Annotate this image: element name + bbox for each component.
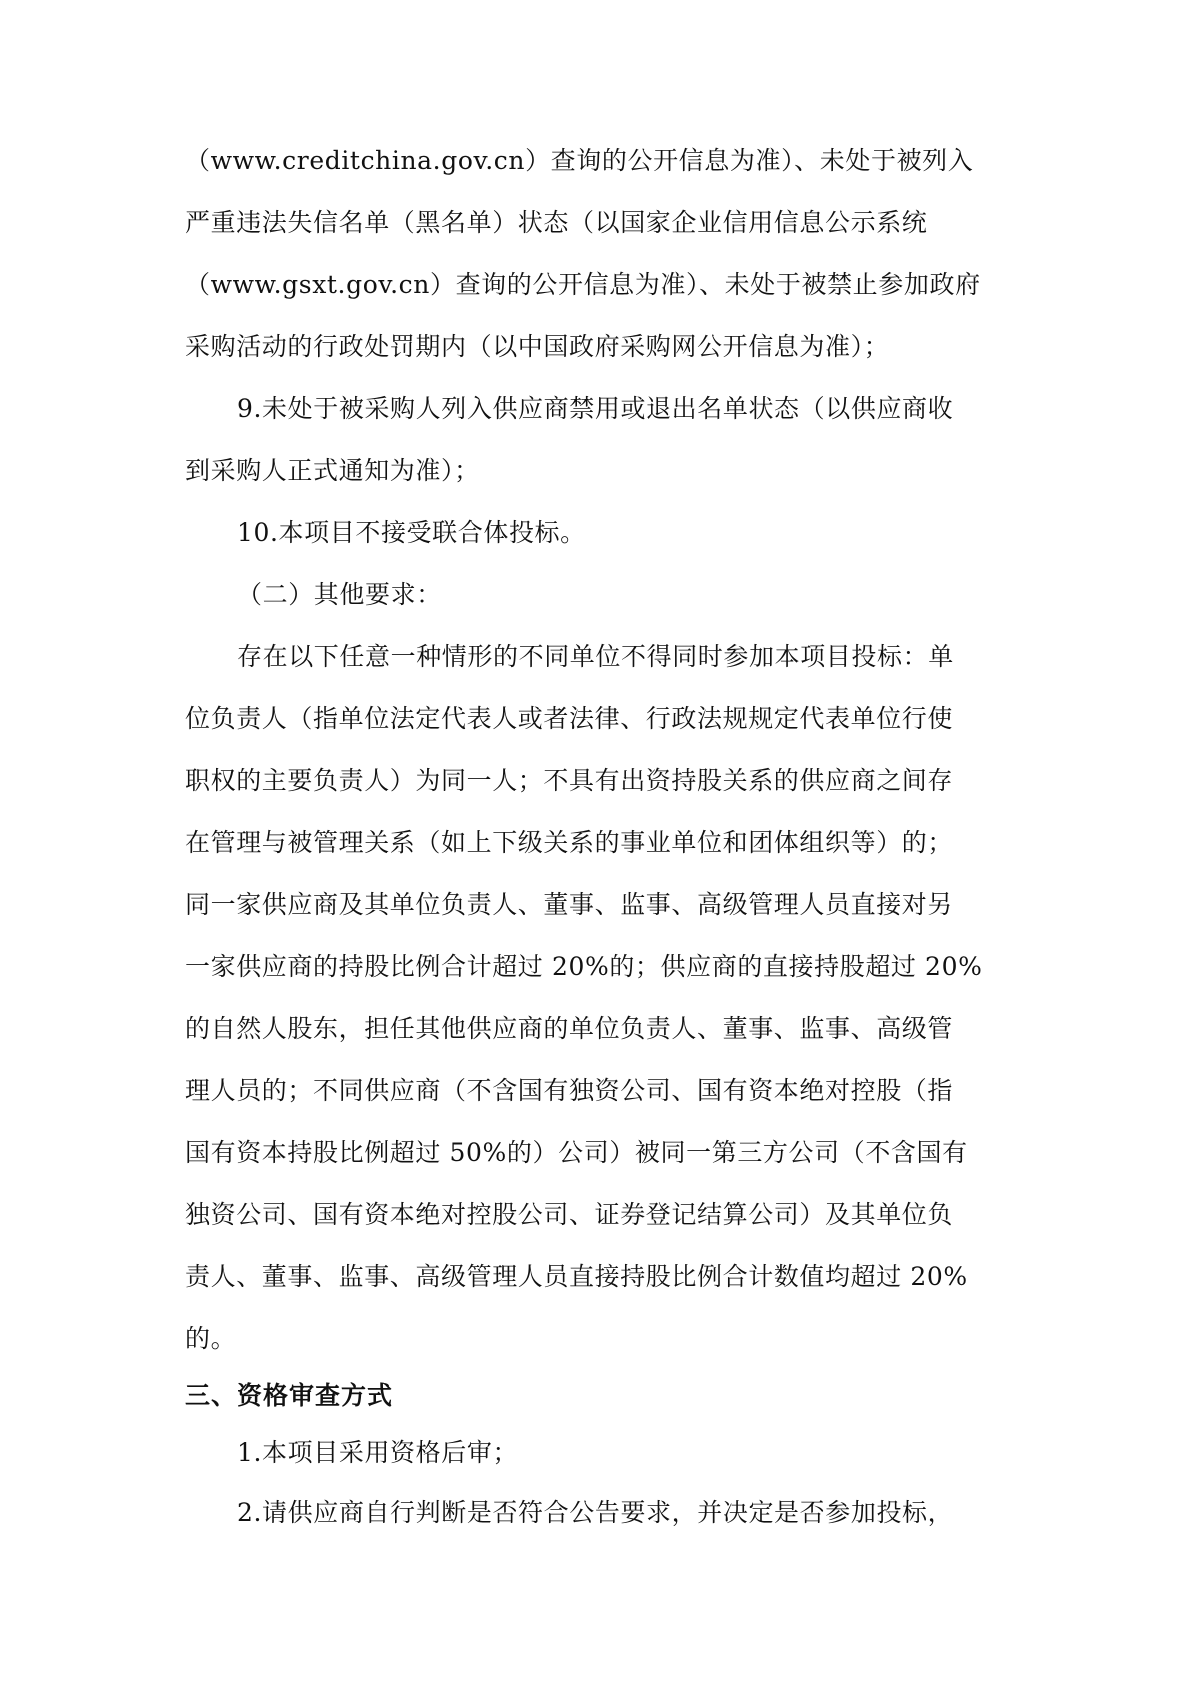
text-line: 位负责人（指单位法定代表人或者法律、行政法规规定代表单位行使 — [185, 704, 954, 733]
text-line: （www.creditchina.gov.cn）查询的公开信息为准）、未处于被列入 — [185, 146, 974, 175]
text-line: 9.未处于被采购人列入供应商禁用或退出名单状态（以供应商收 — [237, 394, 954, 423]
text-line: 严重违法失信名单（黑名单）状态（以国家企业信用信息公示系统 — [185, 208, 928, 237]
text-line: 独资公司、国有资本绝对控股公司、证券登记结算公司）及其单位负 — [185, 1200, 954, 1229]
text-line: 的。 — [185, 1324, 237, 1353]
text-line: （www.gsxt.gov.cn）查询的公开信息为准）、未处于被禁止参加政府 — [185, 270, 981, 299]
text-line: 同一家供应商及其单位负责人、董事、监事、高级管理人员直接对另 — [185, 890, 954, 919]
text-line: 2.请供应商自行判断是否符合公告要求，并决定是否参加投标， — [237, 1498, 954, 1527]
section-heading: 三、资格审查方式 — [185, 1381, 394, 1410]
text-line: 存在以下任意一种情形的不同单位不得同时参加本项目投标：单 — [237, 642, 954, 671]
text-line: 国有资本持股比例超过 50%的）公司）被同一第三方公司（不含国有 — [185, 1138, 968, 1167]
text-line: 采购活动的行政处罚期内（以中国政府采购网公开信息为准）； — [185, 332, 890, 361]
text-line: 到采购人正式通知为准）； — [185, 456, 480, 485]
text-line: 10.本项目不接受联合体投标。 — [237, 518, 586, 547]
text-line: 1.本项目采用资格后审； — [237, 1438, 519, 1467]
text-line: 一家供应商的持股比例合计超过 20%的；供应商的直接持股超过 20% — [185, 952, 983, 981]
text-line: 责人、董事、监事、高级管理人员直接持股比例合计数值均超过 20% — [185, 1262, 968, 1291]
text-line: 的自然人股东，担任其他供应商的单位负责人、董事、监事、高级管 — [185, 1014, 954, 1043]
text-line: 理人员的；不同供应商（不含国有独资公司、国有资本绝对控股（指 — [185, 1076, 954, 1105]
text-line: 在管理与被管理关系（如上下级关系的事业单位和团体组织等）的； — [185, 828, 954, 857]
text-line: 职权的主要负责人）为同一人；不具有出资持股关系的供应商之间存 — [185, 766, 954, 795]
subsection-title: （二）其他要求： — [237, 580, 442, 609]
